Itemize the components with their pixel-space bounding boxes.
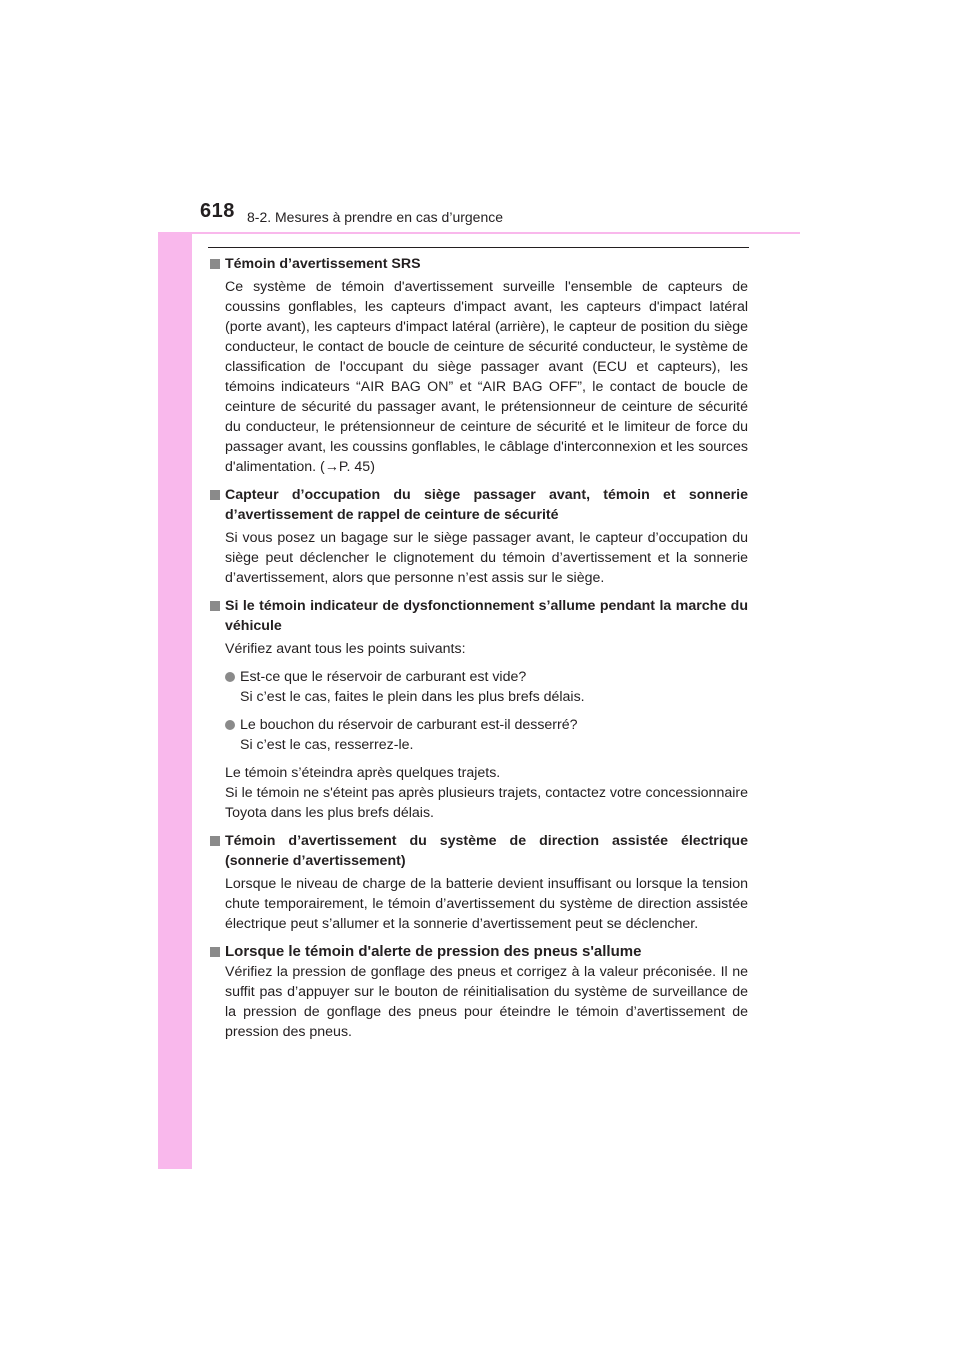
chapter-tab [158, 188, 192, 1169]
list-item-question: Le bouchon du réservoir de carburant est-il desserré? [240, 717, 578, 733]
page-content [210, 254, 748, 1050]
list-item [225, 715, 748, 755]
block-title: Lorsque le témoin d'alerte de pression des pneus s'allume [225, 943, 642, 960]
block-paragraph: Si vous posez un bagage sur le siège passager avant, le capteur d’occupation du siège peut déclencher le clignotement du témoin d’avertissement et la sonnerie d’avertissement, alors que personne n’est assis sur le siège. [225, 530, 748, 586]
block-malfunction-indicator [210, 596, 748, 823]
block-note: Si le témoin ne s'éteint pas après plusieurs trajets, contactez votre concessionnaire Toyota dans les plus brefs délais. [225, 785, 748, 821]
block-occupancy-sensor [210, 485, 748, 588]
list-item-answer: Si c’est le cas, faites le plein dans les plus brefs délais. [240, 689, 585, 705]
round-bullet-icon [225, 672, 235, 682]
square-bullet-icon [210, 836, 220, 846]
block-note: Le témoin s’éteindra après quelques trajets. [225, 765, 501, 781]
square-bullet-icon [210, 259, 220, 269]
section-title: 8-2. Mesures à prendre en cas d’urgence [247, 209, 504, 225]
block-title: Témoin d’avertissement SRS [225, 256, 421, 272]
block-srs-warning [210, 254, 748, 477]
block-title: Si le témoin indicateur de dysfonctionnement s’allume pendant la marche du véhicule [225, 598, 748, 634]
list-item-question: Est-ce que le réservoir de carburant est vide? [240, 669, 527, 685]
square-bullet-icon [210, 601, 220, 611]
block-paragraph: Vérifiez la pression de gonflage des pneus et corrigez à la valeur préconisée. Il ne suffit pas d’appuyer sur le bouton de réinitialisation du système de surveillance de la pression de gonflage des pneus pour éteindre le témoin d’avertissement de pression des pneus. [225, 964, 748, 1040]
block-tire-pressure [210, 942, 748, 1042]
square-bullet-icon [210, 947, 220, 957]
page-number: 618 [200, 200, 235, 222]
square-bullet-icon [210, 490, 220, 500]
block-intro: Vérifiez avant tous les points suivants: [225, 641, 466, 657]
block-power-steering [210, 831, 748, 934]
block-paragraph: Lorsque le niveau de charge de la batterie devient insuffisant ou lorsque la tension chute temporairement, le témoin d’avertissement du système de direction assistée électrique peut s’allumer et la sonnerie d’avertissement peut se déclencher. [225, 876, 748, 932]
list-item [225, 667, 748, 707]
round-bullet-icon [225, 720, 235, 730]
list-item-answer: Si c’est le cas, resserrez-le. [240, 737, 414, 753]
header-rule [158, 232, 800, 234]
content-rule [208, 247, 749, 248]
block-title: Capteur d’occupation du siège passager avant, témoin et sonnerie d’avertissement de rappel de ceinture de sécurité [225, 487, 748, 523]
block-paragraph: Ce système de témoin d'avertissement surveille l'ensemble de capteurs de coussins gonflables, les capteurs d'impact avant, les capteurs d'impact latéral (porte avant), les capteurs d'impact latéral (arrière), le capteur de position du siège conducteur, le contact de boucle de ceinture de sécurité conducteur, le système de classification de l'occupant du siège passager avant (ECU et capteurs), les témoins indicateurs “AIR BAG ON” et “AIR BAG OFF”, le contact de boucle de ceinture de sécurité du passager avant, le prétensionneur de ceinture de sécurité du conducteur, le prétensionneur de ceinture de sécurité et le limiteur de force du passager avant, les coussins gonflables, le câblage d'interconnexion et les sources d'alimentation. (→P. 45) [225, 279, 748, 475]
block-title: Témoin d’avertissement du système de direction assistée électrique (sonnerie d’avertissement) [225, 833, 748, 869]
